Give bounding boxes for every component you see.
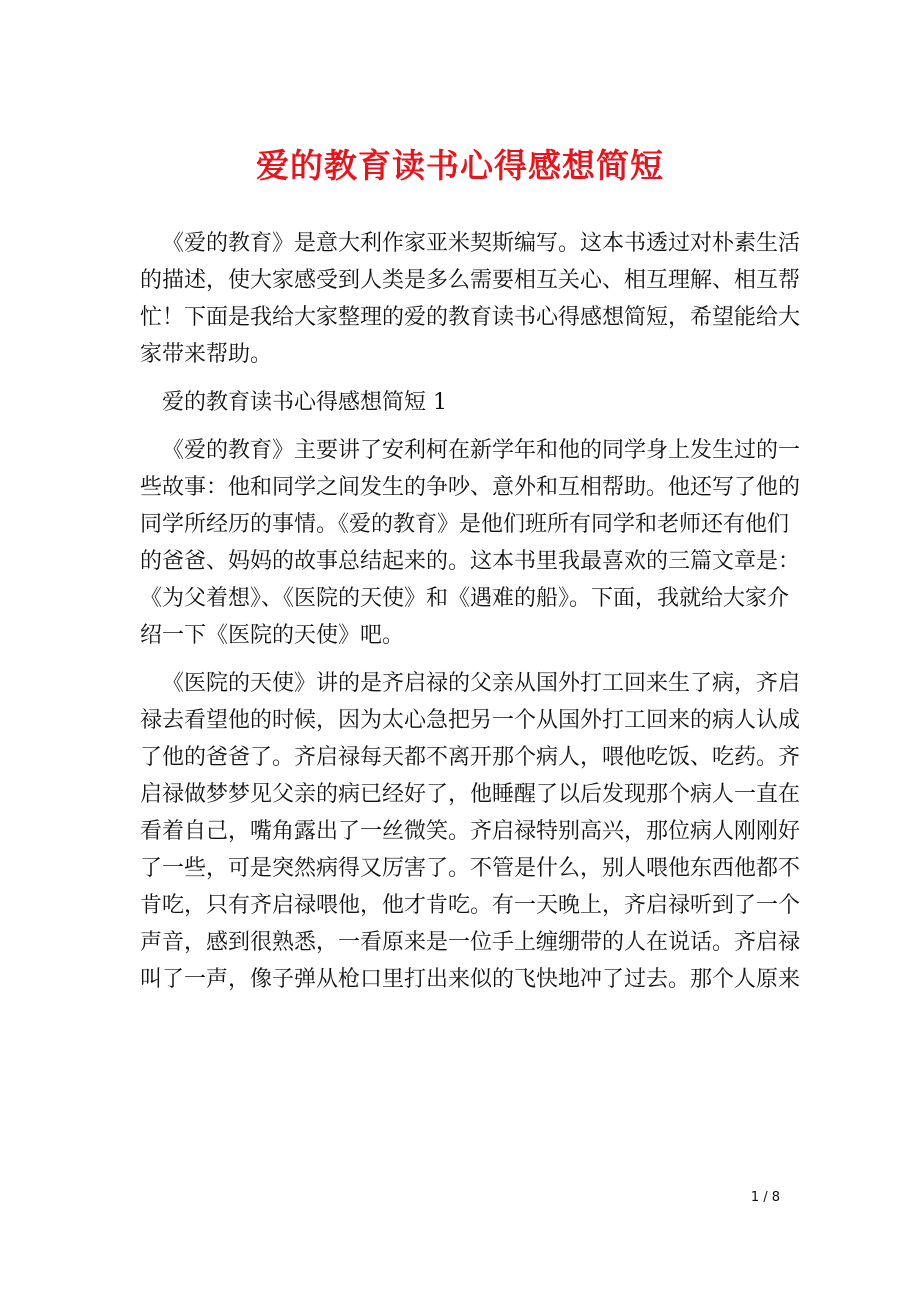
text-line: 《医院的天使》讲的是齐启禄的父亲从国外打工回来生了病，齐启 bbox=[162, 671, 801, 696]
text-line: 了他的爸爸了。齐启禄每天都不离开那个病人，喂他吃饭、吃药。齐 bbox=[140, 745, 801, 770]
text-line: 《爱的教育》是意大利作家亚米契斯编写。这本书透过对朴素生活 bbox=[162, 231, 801, 256]
text-line: 《为父着想》、《医院的天使》和《遇难的船》。下面，我就给大家介 bbox=[140, 586, 790, 611]
page-number: 1 / 8 bbox=[750, 1190, 780, 1205]
text-line: 了一些，可是突然病得又厉害了。不管是什么，别人喂他东西他都不 bbox=[140, 856, 801, 881]
text-line: 叫了一声，像子弹从枪口里打出来似的飞快地冲了过去。那个人原来 bbox=[140, 967, 801, 992]
text-line: 声音，感到很熟悉，一看原来是一位手上缠绷带的人在说话。齐启禄 bbox=[140, 930, 801, 955]
document-body bbox=[140, 225, 801, 1009]
text-line: 忙！下面是我给大家整理的爱的教育读书心得感想简短，希望能给大 bbox=[140, 305, 801, 330]
text-line: 的爸爸、妈妈的故事总结起来的。这本书里我最喜欢的三篇文章是： bbox=[140, 549, 801, 574]
text-line: 同学所经历的事情。《爱的教育》是他们班所有同学和老师还有他们 bbox=[140, 512, 790, 537]
paragraph bbox=[140, 225, 801, 373]
text-line: 些故事：他和同学之间发生的争吵、意外和互相帮助。他还写了他的 bbox=[140, 475, 801, 500]
paragraph bbox=[140, 432, 801, 654]
text-line: 看着自己，嘴角露出了一丝微笑。齐启禄特别高兴，那位病人刚刚好 bbox=[140, 819, 801, 844]
section-heading bbox=[140, 384, 784, 421]
text-line: 启禄做梦梦见父亲的病已经好了，他睡醒了以后发现那个病人一直在 bbox=[140, 782, 801, 807]
text-line: 肯吃，只有齐启禄喂他，他才肯吃。有一天晚上，齐启禄听到了一个 bbox=[140, 893, 801, 918]
text-line: 绍一下《医院的天使》吧。 bbox=[140, 623, 405, 648]
text-line: 禄去看望他的时候，因为太心急把另一个从国外打工回来的病人认成 bbox=[140, 708, 801, 733]
text-line: 爱的教育读书心得感想简短 1 bbox=[162, 390, 447, 415]
text-line: 《爱的教育》主要讲了安利柯在新学年和他的同学身上发生过的一 bbox=[162, 438, 801, 463]
document-title: 爱的教育读书心得感想简短 bbox=[256, 146, 664, 185]
text-line: 家带来帮助。 bbox=[140, 342, 273, 367]
text-line: 的描述，使大家感受到人类是多么需要相互关心、相互理解、相互帮 bbox=[140, 268, 801, 293]
paragraph bbox=[140, 665, 801, 998]
